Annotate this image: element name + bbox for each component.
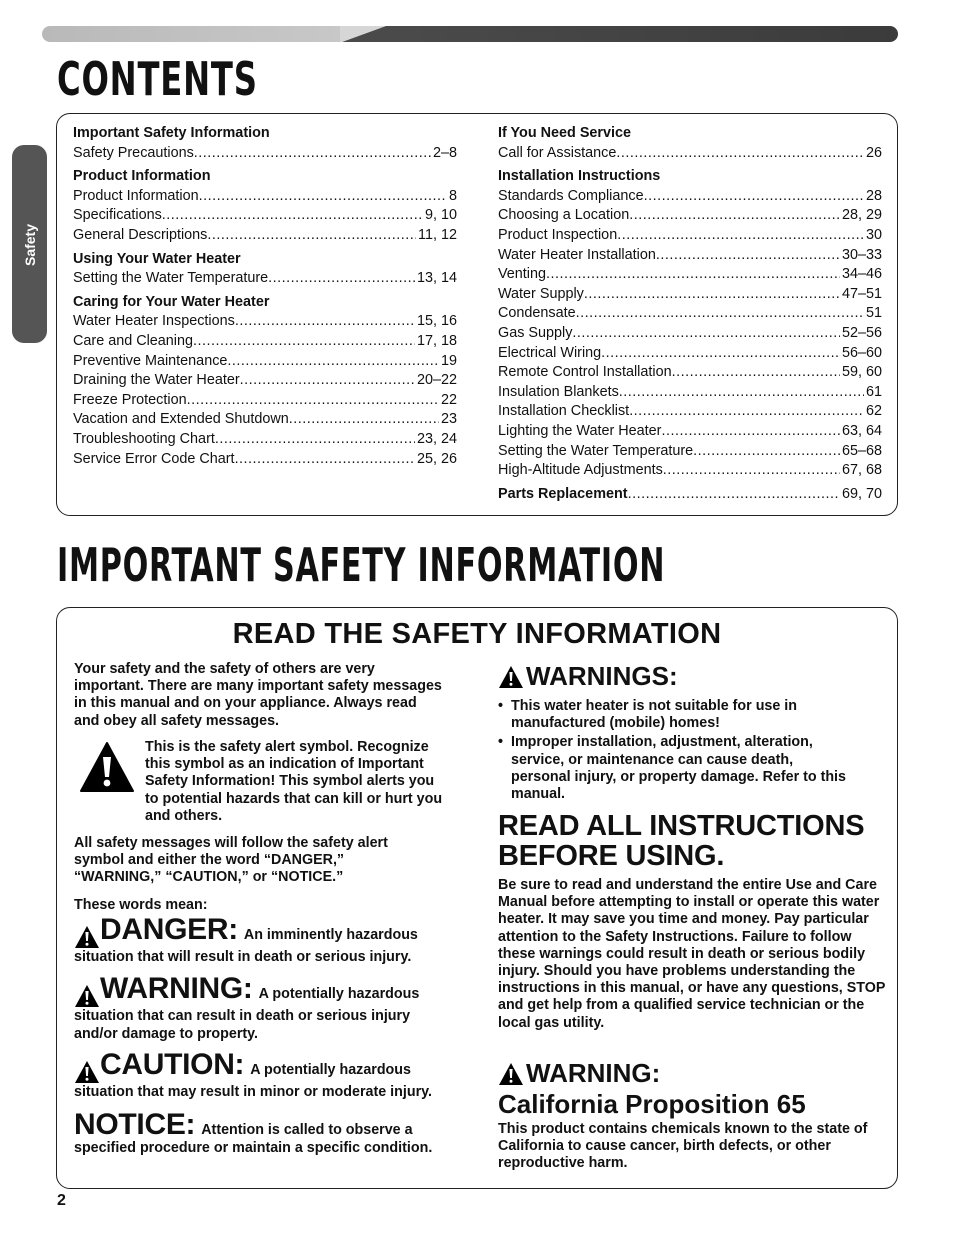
toc-entry-label: Water Supply: [498, 285, 584, 302]
toc-entry-page: 8: [448, 187, 457, 204]
toc-leader-dots: [619, 383, 864, 403]
notice-text: Attention is called to observe a: [201, 1122, 413, 1138]
toc-entry-label: Service Error Code Chart: [73, 450, 235, 467]
toc-leader-dots: [617, 226, 864, 246]
follow-text: All safety messages will follow the safety alert symbol and either the word “DANGER,” “WARNING,” “CAUTION,” or “NOTICE.”: [74, 835, 388, 886]
warning-item: • This water heater is not suitable for use in manufactured (mobile) homes!: [498, 698, 848, 732]
safety-heading: IMPORTANT SAFETY INFORMATION: [57, 538, 666, 592]
toc-leader-dots: [268, 269, 415, 289]
toc-leader-dots: [693, 442, 840, 462]
toc-entry[interactable]: [73, 269, 457, 289]
toc-leader-dots: [215, 430, 415, 450]
toc-entry[interactable]: [498, 422, 882, 442]
prop65-text: This product contains chemicals known to the state of California to cause cancer, birth defects, or other reproductive harm.: [498, 1121, 868, 1172]
toc-section-heading: Installation Instructions: [498, 168, 661, 185]
toc-entry-page: 59, 60: [841, 364, 882, 381]
toc-leader-dots: [289, 410, 439, 430]
toc-leader-dots: [628, 485, 840, 505]
toc-entry-label: Remote Control Installation: [498, 364, 672, 381]
toc-entry[interactable]: [498, 144, 882, 164]
danger-alert-icon: [74, 925, 100, 949]
toc-entry-label: Water Heater Inspections: [73, 313, 235, 330]
toc-entry[interactable]: [498, 285, 882, 305]
toc-leader-dots: [572, 324, 840, 344]
header-bar-accent: [340, 26, 410, 42]
read-safety-title: READ THE SAFETY INFORMATION: [232, 618, 722, 650]
toc-leader-dots: [663, 461, 840, 481]
toc-entry[interactable]: [73, 312, 457, 332]
toc-entry-label: Freeze Protection: [73, 391, 187, 408]
toc-entry-page: 23, 24: [416, 430, 457, 447]
safety-alert-icon: [79, 741, 135, 793]
toc-leader-dots: [199, 187, 447, 207]
toc-entry-label: Lighting the Water Heater: [498, 422, 662, 439]
toc-entry-page: 19: [440, 352, 457, 369]
toc-entry[interactable]: [498, 206, 882, 226]
toc-entry-page: 30: [865, 226, 882, 243]
toc-entry[interactable]: [73, 371, 457, 391]
toc-entry[interactable]: [498, 246, 882, 266]
toc-entry[interactable]: [73, 332, 457, 352]
toc-leader-dots: [235, 312, 415, 332]
toc-entry-page: 15, 16: [416, 313, 457, 330]
toc-entry-page: 11, 12: [418, 226, 457, 243]
toc-entry-page: 23: [440, 411, 457, 428]
safety-alert-text: This is the safety alert symbol. Recognize this symbol as an indication of Important Safety Information! This symbol alerts you to potential hazards that can kill or hurt you and others.: [145, 739, 443, 824]
toc-entry-page: 51: [865, 305, 882, 322]
toc-entry-label: Troubleshooting Chart: [73, 430, 215, 447]
prop65-section: [498, 1058, 890, 1173]
caution-text: A potentially hazardous: [250, 1062, 411, 1078]
toc-leader-dots: [601, 344, 840, 364]
toc-leader-dots: [576, 304, 864, 324]
toc-entry-label: High-Altitude Adjustments: [498, 462, 663, 479]
toc-entry-label: Standards Compliance: [498, 187, 644, 204]
caution-block: [74, 1048, 469, 1102]
warning-word: WARNING:: [100, 972, 253, 1005]
toc-entry[interactable]: [498, 442, 882, 462]
toc-entry-label: Insulation Blankets: [498, 383, 619, 400]
toc-entry-label: Product Inspection: [498, 226, 618, 243]
read-all-heading-2: BEFORE USING.: [498, 840, 725, 872]
toc-entry[interactable]: [73, 410, 457, 430]
toc-leader-dots: [235, 450, 415, 470]
safety-box: [56, 607, 898, 1189]
toc-entry[interactable]: [73, 206, 457, 226]
toc-entry-page: 69, 70: [841, 485, 882, 502]
warning-text: A potentially hazardous: [258, 986, 420, 1002]
toc-entry[interactable]: [73, 187, 457, 207]
toc-entry[interactable]: [498, 402, 882, 422]
toc-entry-page: 34–46: [841, 266, 882, 283]
toc-entry-label: Specifications: [73, 207, 162, 224]
warning-block: [74, 972, 454, 1043]
section-tab[interactable]: [12, 145, 47, 343]
read-all-heading-1: READ ALL INSTRUCTIONS: [498, 810, 865, 842]
warning-alert-icon: [74, 984, 100, 1008]
toc-entry-page: 28: [865, 187, 882, 204]
toc-entry-page: 56–60: [841, 344, 882, 361]
toc-entry-label: Parts Replacement: [498, 485, 628, 502]
toc-entry[interactable]: [498, 461, 882, 481]
header-bar: [42, 26, 898, 42]
toc-leader-dots: [207, 226, 416, 246]
toc-leader-dots: [162, 206, 423, 226]
notice-text-cont: specified procedure or maintain a specific condition.: [74, 1139, 433, 1156]
prop65-alert-icon: [498, 1062, 524, 1086]
toc-entry-page: 20–22: [416, 372, 457, 389]
toc-entry-label: Setting the Water Temperature: [498, 442, 694, 459]
caution-text-cont: situation that may result in minor or moderate injury.: [74, 1084, 433, 1100]
toc-entry[interactable]: [498, 344, 882, 364]
toc-leader-dots: [629, 206, 840, 226]
toc-entry[interactable]: [498, 383, 882, 403]
toc-entry[interactable]: [73, 352, 457, 372]
toc-left-column: [73, 124, 457, 469]
toc-entry-label: Condensate: [498, 305, 576, 322]
warning-item: • Improper installation, adjustment, alteration, service, or maintenance can cause death, personal injury, or property damage. Refer to this manual.: [498, 734, 848, 803]
toc-leader-dots: [644, 187, 864, 207]
toc-entry-page: 63, 64: [841, 422, 882, 439]
toc-entry-page: 62: [865, 403, 882, 420]
toc-entry-page: 25, 26: [416, 450, 457, 467]
toc-entry-page: 65–68: [841, 442, 882, 459]
warnings-alert-icon: [498, 665, 524, 689]
toc-entry-page: 17, 18: [416, 332, 457, 349]
toc-leader-dots: [672, 363, 840, 383]
toc-leader-dots: [616, 144, 864, 164]
prop65-heading-2: California Proposition 65: [498, 1089, 806, 1119]
toc-entry-page: 52–56: [841, 324, 882, 341]
danger-word: DANGER:: [100, 913, 238, 946]
toc-entry-label: Choosing a Location: [498, 207, 630, 224]
prop65-heading-1: WARNING:: [526, 1058, 661, 1088]
toc-leader-dots: [193, 332, 415, 352]
toc-entry[interactable]: [498, 187, 882, 207]
toc-entry[interactable]: [498, 324, 882, 344]
toc-leader-dots: [629, 402, 864, 422]
toc-entry-label: Gas Supply: [498, 324, 573, 341]
toc-section-heading: Important Safety Information: [73, 125, 270, 141]
toc-entry-label: Safety Precautions: [73, 144, 194, 161]
toc-entry-parts-replacement[interactable]: [498, 485, 882, 505]
notice-word: NOTICE:: [74, 1108, 196, 1141]
toc-entry-label: Preventive Maintenance: [73, 352, 228, 369]
toc-entry-page: 2–8: [432, 144, 457, 161]
danger-block: [74, 913, 454, 967]
toc-entry-page: 47–51: [841, 285, 882, 302]
toc-entry-label: Draining the Water Heater: [73, 372, 240, 389]
toc-leader-dots: [546, 265, 840, 285]
toc-entry-label: Vacation and Extended Shutdown: [73, 411, 289, 428]
toc-entry-page: 28, 29: [841, 207, 882, 224]
toc-entry-page: 30–33: [841, 246, 882, 263]
read-all-section: [498, 811, 888, 1032]
toc-entry[interactable]: [73, 450, 457, 470]
words-mean: These words mean:: [74, 897, 208, 913]
toc-leader-dots: [661, 422, 840, 442]
danger-text: An imminently hazardous: [243, 927, 418, 943]
notice-block: [74, 1108, 474, 1157]
toc-entry-page: 9, 10: [424, 207, 457, 224]
toc-entry[interactable]: [73, 430, 457, 450]
toc-entry-label: Installation Checklist: [498, 403, 630, 420]
page-number: 2: [57, 1192, 66, 1209]
toc-entry[interactable]: [73, 226, 457, 246]
contents-box: [56, 113, 898, 516]
read-all-text: Be sure to read and understand the entire Use and Care Manual before attempting to install or operate this water heater. It may save you time and money. Pay particular attention to the Safety Instructions. Failure to follow these warnings could result in death or serious bodily injury. Should you have problems understanding the instructions in this manual, or have any questions, STOP and get help from a qualified service technician or the local gas utility.: [498, 877, 886, 1031]
toc-entry[interactable]: [498, 363, 882, 383]
toc-section-heading: Caring for Your Water Heater: [73, 293, 270, 310]
toc-entry-page: 13, 14: [416, 270, 457, 287]
toc-entry-label: Care and Cleaning: [73, 332, 194, 349]
toc-entry-label: Call for Assistance: [498, 144, 617, 161]
warnings-heading: WARNINGS:: [526, 661, 678, 691]
toc-leader-dots: [584, 285, 840, 305]
section-tab-label: Safety: [21, 223, 38, 267]
toc-entry-label: Venting: [498, 266, 547, 283]
toc-right-column: [498, 124, 882, 504]
toc-entry-label: Product Information: [73, 187, 199, 204]
toc-entry-page: 61: [865, 383, 882, 400]
toc-entry-page: 67, 68: [841, 462, 882, 479]
toc-entry[interactable]: [73, 391, 457, 411]
caution-alert-icon: [74, 1060, 100, 1084]
toc-entry-label: Water Heater Installation: [498, 246, 656, 263]
danger-text-cont: situation that will result in death or serious injury.: [74, 949, 412, 965]
toc-leader-dots: [187, 391, 439, 411]
toc-entry[interactable]: [498, 226, 882, 246]
warnings-section: [498, 661, 848, 805]
contents-heading: CONTENTS: [57, 52, 258, 106]
toc-section-heading: Using Your Water Heater: [73, 250, 241, 267]
toc-section-heading: If You Need Service: [498, 125, 632, 141]
toc-leader-dots: [656, 246, 840, 266]
toc-entry-page: 26: [865, 144, 882, 161]
toc-leader-dots: [240, 371, 415, 391]
toc-leader-dots: [227, 352, 439, 372]
toc-entry[interactable]: [73, 144, 457, 164]
safety-intro: Your safety and the safety of others are very important. There are many important safety messages in this manual and on your appliance. Always read and obey all safety messages.: [74, 661, 442, 729]
toc-entry[interactable]: [498, 304, 882, 324]
toc-entry-label: Electrical Wiring: [498, 344, 602, 361]
warning-text-cont: situation that can result in death or serious injury and/or damage to property.: [74, 1008, 411, 1042]
toc-entry[interactable]: [498, 265, 882, 285]
toc-entry-label: Setting the Water Temperature: [73, 270, 269, 287]
caution-word: CAUTION:: [100, 1048, 245, 1081]
toc-leader-dots: [194, 144, 431, 164]
toc-entry-label: General Descriptions: [73, 226, 208, 243]
toc-section-heading: Product Information: [73, 168, 211, 185]
toc-entry-page: 22: [440, 391, 457, 408]
